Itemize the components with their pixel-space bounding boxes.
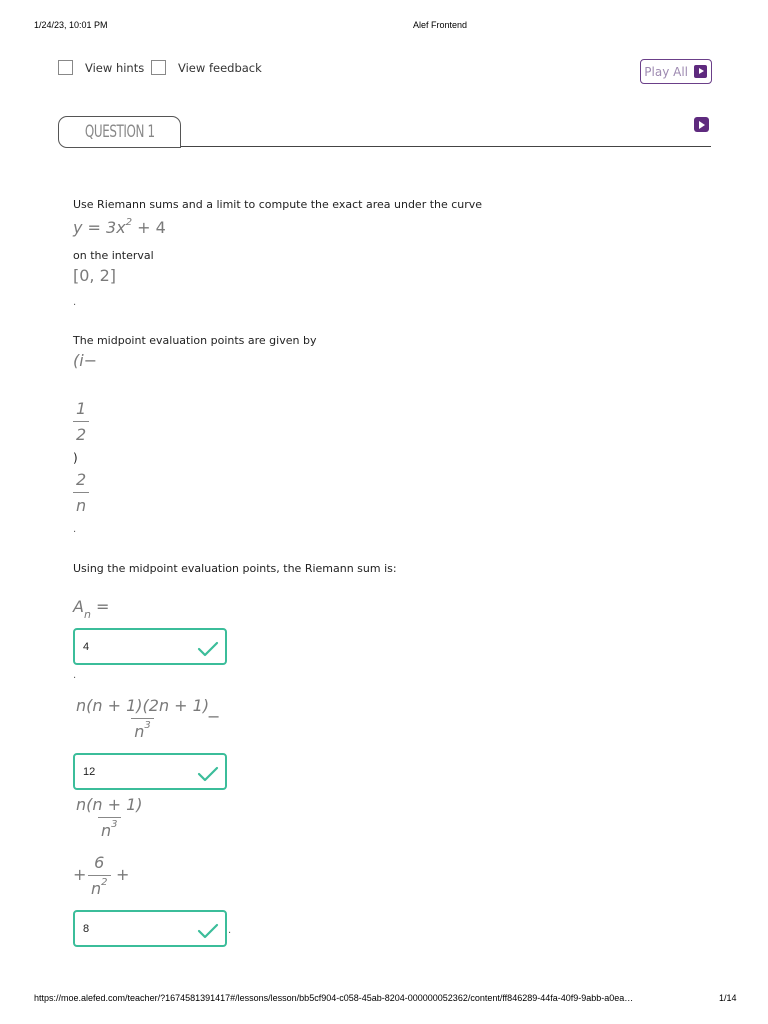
period: .	[73, 297, 77, 308]
print-url: https://moe.alefed.com/teacher/?1674581391417#/lessons/lesson/bb5cf904-c058-45ab-8204-000000052362/content/ff846289-44fa-40f9-9abb-a0ea…	[34, 993, 634, 1003]
view-hints-label: View hints	[85, 60, 145, 75]
answer-field-1[interactable]	[73, 628, 227, 665]
period: .	[73, 670, 77, 681]
fraction-sum-linear: $\frac{n(n + 1)}{n^3}$	[76, 795, 143, 840]
curve-equation: $y = 3x^2 + 4$	[73, 216, 166, 237]
view-feedback-checkbox[interactable]	[151, 60, 166, 75]
plus-sign: +	[116, 865, 130, 884]
question-tab	[58, 116, 181, 148]
plus-sign: +	[73, 865, 87, 884]
riemann-sum-text: Using the midpoint evaluation points, the Riemann sum is:	[73, 562, 397, 575]
answer-value-2: 12	[83, 766, 96, 778]
play-all-button[interactable]	[640, 59, 712, 84]
print-date: 1/24/23, 10:01 PM	[34, 20, 108, 30]
print-page-number: 1/14	[719, 993, 737, 1003]
view-feedback-option[interactable]	[151, 60, 262, 75]
fraction-one-half: $\frac{1}{2}$	[73, 399, 89, 444]
view-feedback-label: View feedback	[178, 60, 262, 75]
view-hints-checkbox[interactable]	[58, 60, 73, 75]
answer-field-3[interactable]	[73, 910, 227, 947]
period: .	[73, 524, 77, 535]
question-title: QUESTION 1	[84, 122, 155, 142]
midpoint-text: The midpoint evaluation points are given by	[73, 334, 317, 347]
minus-sign: −	[207, 707, 221, 726]
fraction-sum-squares: $\frac{n(n + 1)(2n + 1)}{n^3}$	[76, 696, 210, 741]
print-page-title: Alef Frontend	[413, 20, 468, 30]
interval-text: on the interval	[73, 249, 154, 262]
interval-value: [0, 2]	[73, 266, 117, 285]
check-icon	[197, 640, 219, 658]
fraction-two-over-n: $\frac{2}{n}$	[73, 470, 89, 515]
play-icon	[694, 65, 707, 78]
midpoint-open: (i−	[73, 351, 98, 370]
question-divider	[180, 146, 711, 147]
period: .	[228, 925, 232, 936]
view-hints-option[interactable]	[58, 60, 144, 75]
check-icon	[197, 765, 219, 783]
play-all-label: Play All	[644, 64, 688, 79]
answer-value-1: 4	[83, 641, 90, 653]
answer-value-3: 8	[83, 923, 90, 935]
fraction-six-over-n-squared: $\frac{6}{n^2}$	[88, 853, 111, 898]
question-play-icon[interactable]	[694, 117, 709, 132]
answer-field-2[interactable]	[73, 753, 227, 790]
problem-intro: Use Riemann sums and a limit to compute the exact area under the curve	[73, 198, 483, 211]
an-label: $A_n$ =	[73, 597, 110, 622]
close-paren: )	[73, 451, 78, 465]
check-icon	[197, 922, 219, 940]
